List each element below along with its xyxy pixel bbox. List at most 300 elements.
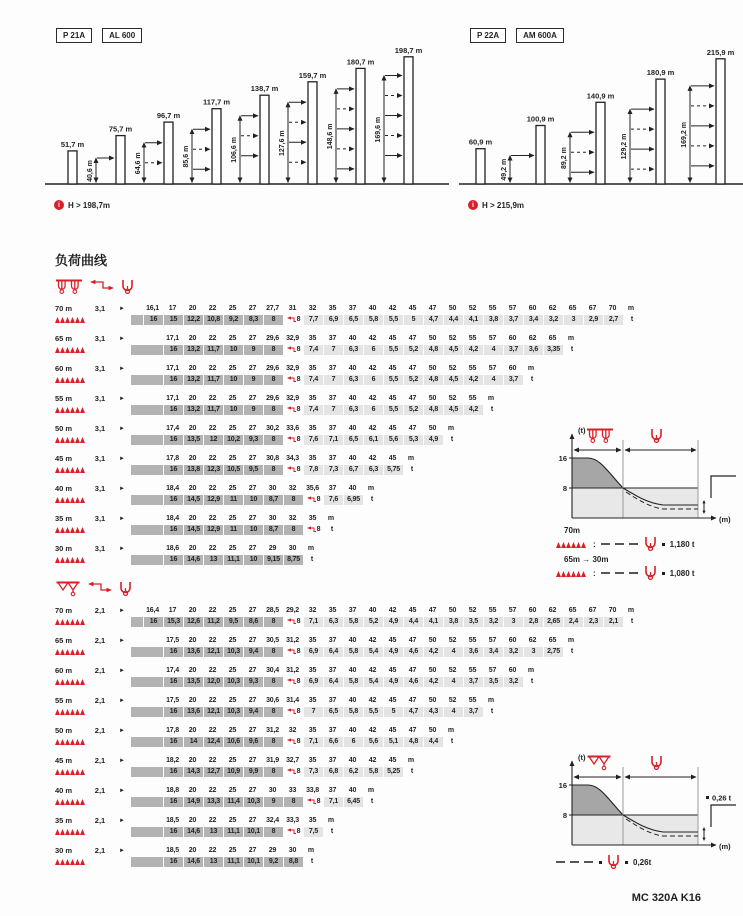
- row-jib-icon: [55, 496, 131, 503]
- radius-cell: 27: [248, 786, 257, 794]
- load-value: 8: [296, 707, 301, 715]
- svg-text:129,2 m: 129,2 m: [621, 133, 628, 160]
- radius-cell: 20: [188, 666, 197, 674]
- radius-cell: 18,5: [166, 816, 179, 824]
- load-cell: 8: [264, 315, 283, 325]
- load-unit-label: t: [310, 858, 314, 865]
- load-bar: [131, 797, 163, 807]
- radius-unit-label: m: [307, 545, 315, 552]
- load-cell: 2,3: [584, 617, 603, 627]
- radius-line: [55, 333, 743, 344]
- load-cell: 4,8: [424, 375, 443, 385]
- row-indent: [131, 696, 163, 706]
- load-cell: 7: [324, 345, 343, 355]
- load-cell: 10,3: [224, 647, 243, 657]
- load-bar: [131, 375, 163, 385]
- load-bar: [131, 617, 143, 627]
- legend-bullet: [662, 572, 665, 575]
- load-cell: 14,9: [184, 797, 203, 807]
- load-curve-svg: [548, 745, 743, 853]
- load-break-cell: [284, 767, 303, 777]
- load-bar: [131, 677, 163, 687]
- load-cell: 11,2: [204, 617, 223, 627]
- radius-cell: 40: [348, 394, 357, 402]
- legend-bullet: [662, 543, 665, 546]
- load-cell: 10,1: [244, 857, 263, 867]
- min-radius-label: 3,1: [94, 484, 106, 493]
- load-cell: 9,4: [244, 647, 263, 657]
- radius-cell: 50: [428, 394, 437, 402]
- load-bar: [131, 345, 163, 355]
- diagram-tags: [470, 28, 564, 43]
- radius-cell: 20: [188, 364, 197, 372]
- radius-cell: 25: [228, 364, 237, 372]
- radius-unit-label: m: [447, 727, 455, 734]
- radius-cell: 32: [308, 606, 317, 614]
- transfer-arrow-icon: [88, 581, 112, 594]
- radius-cell: 30: [268, 786, 277, 794]
- load-cell: 6,1: [364, 435, 383, 445]
- load-cell: 3,4: [524, 315, 543, 325]
- min-radius-label: 2,1: [94, 846, 106, 855]
- radius-cell: 40: [348, 364, 357, 372]
- load-cell: 8: [264, 677, 283, 687]
- radius-cell: 32: [288, 484, 297, 492]
- load-cell: 4,8: [404, 737, 423, 747]
- radius-cell: 31,4: [286, 696, 299, 704]
- load-break-cell: [284, 375, 303, 385]
- load-cell: 7,1: [324, 435, 343, 445]
- load-cell: 5,5: [384, 375, 403, 385]
- radius-cell: 22: [208, 514, 217, 522]
- boom-length-label: 30 m: [55, 544, 73, 553]
- row-jib-icon: [55, 798, 131, 805]
- load-break-arrow-icon: [287, 678, 296, 686]
- radius-cell: 20: [188, 424, 197, 432]
- radius-cell: 60: [528, 606, 537, 614]
- radius-cell: 52: [448, 636, 457, 644]
- trolley-hook-icon: [644, 565, 657, 581]
- load-cell: 3,2: [504, 677, 523, 687]
- zigzag-load-icon: [55, 648, 87, 655]
- caret-icon: ►: [119, 425, 125, 432]
- load-cell: 7: [324, 405, 343, 415]
- load-cell: 8: [284, 495, 303, 505]
- load-cell: 3,4: [484, 647, 503, 657]
- svg-text:8: 8: [562, 811, 567, 820]
- radius-cell: 40: [348, 334, 357, 342]
- row-jib-icon: [55, 828, 131, 835]
- row-indent: [131, 786, 163, 796]
- load-cell: 11,7: [204, 375, 223, 385]
- load-cell: 4,2: [424, 677, 443, 687]
- svg-text:159,7 m: 159,7 m: [298, 70, 327, 80]
- radius-cell: 45: [388, 666, 397, 674]
- load-cell: 9,15: [264, 555, 283, 565]
- min-radius-label: 2,1: [94, 636, 106, 645]
- radius-cell: 29,2: [286, 606, 299, 614]
- load-line: [55, 404, 743, 415]
- radius-unit-label: m: [567, 637, 575, 644]
- load-cell: 5,75: [384, 465, 403, 475]
- load-table-row: [55, 333, 743, 355]
- row-indent: [131, 394, 163, 404]
- radius-cell: 35: [308, 454, 317, 462]
- svg-text:16: 16: [558, 781, 567, 790]
- row-indent: [131, 484, 163, 494]
- radius-cell: 37: [328, 364, 337, 372]
- radius-cell: 57: [488, 364, 497, 372]
- radius-cell: 27: [248, 846, 257, 854]
- radius-line: [55, 605, 743, 616]
- radius-cell: 42: [368, 394, 377, 402]
- load-cell: 7,1: [304, 737, 323, 747]
- radius-cell: 31,9: [266, 756, 279, 764]
- radius-cell: 25: [228, 304, 237, 312]
- row-jib-icon: [55, 376, 131, 383]
- load-cell: 10: [224, 345, 243, 355]
- load-cell: 3: [504, 617, 523, 627]
- load-cell: 8: [264, 465, 283, 475]
- radius-cell: 22: [208, 394, 217, 402]
- boom-length-label: 70 m: [55, 304, 73, 313]
- zigzag-load-icon: [55, 768, 87, 775]
- svg-text:127,6 m: 127,6 m: [279, 130, 286, 157]
- dashed-curve-key: [601, 542, 639, 546]
- load-break-cell: [284, 405, 303, 415]
- load-unit-label: t: [450, 738, 454, 745]
- svg-text:100,9 m: 100,9 m: [526, 114, 555, 124]
- radius-cell: 17,5: [166, 636, 179, 644]
- radius-cell: 50: [428, 666, 437, 674]
- zigzag-load-icon: [55, 406, 87, 413]
- radius-cell: 42: [388, 304, 397, 312]
- radius-cell: 42: [368, 666, 377, 674]
- radius-cell: 45: [408, 304, 417, 312]
- radius-cell: 25: [228, 454, 237, 462]
- radius-cell: 17,8: [166, 454, 179, 462]
- load-break-arrow-icon: [287, 828, 296, 836]
- boom-length-label: 40 m: [55, 786, 73, 795]
- tower: [469, 138, 493, 184]
- radius-line: [55, 725, 743, 736]
- radius-cell: 50: [428, 424, 437, 432]
- radius-cell: 20: [188, 484, 197, 492]
- radius-cell: 33,6: [286, 424, 299, 432]
- row-indent: [131, 606, 143, 616]
- caret-icon: ►: [119, 847, 125, 854]
- load-break-arrow-icon: [287, 618, 296, 626]
- caret-icon: ►: [119, 365, 125, 372]
- radius-line: [55, 363, 743, 374]
- load-break-cell: [284, 465, 303, 475]
- load-cell: 6: [364, 375, 383, 385]
- boom-length-label: 50 m: [55, 726, 73, 735]
- load-cell: 6,5: [324, 707, 343, 717]
- load-cell: 16: [164, 375, 183, 385]
- load-cell: 6,2: [344, 767, 363, 777]
- boom-length-label: 35 m: [55, 816, 73, 825]
- load-unit-label: t: [630, 316, 634, 323]
- load-cell: 3,7: [464, 707, 483, 717]
- load-cell: 3,6: [464, 647, 483, 657]
- diagram-p21a: [44, 26, 450, 210]
- load-cell: 3,7: [504, 375, 523, 385]
- tower: [587, 91, 615, 184]
- radius-cell: 40: [348, 636, 357, 644]
- load-cell: 15: [164, 315, 183, 325]
- radius-cell: 35: [308, 424, 317, 432]
- radius-unit-label: m: [327, 817, 335, 824]
- load-break-cell: [284, 617, 303, 627]
- radius-cell: 55: [468, 636, 477, 644]
- radius-cell: 42: [368, 726, 377, 734]
- load-value: 8: [316, 495, 321, 503]
- load-unit-label: t: [410, 466, 414, 473]
- load-cell: 4,7: [424, 315, 443, 325]
- load-break-cell: [284, 315, 303, 325]
- load-break-cell: [284, 345, 303, 355]
- load-cell: 5,2: [404, 345, 423, 355]
- load-cell: 11: [224, 525, 243, 535]
- load-cell: 8: [264, 707, 283, 717]
- load-break-cell: [284, 435, 303, 445]
- svg-text:8: 8: [562, 484, 567, 493]
- radius-cell: 30,2: [266, 424, 279, 432]
- load-cell: 3: [524, 647, 543, 657]
- load-cell: 6: [364, 405, 383, 415]
- radius-cell: 17: [168, 304, 177, 312]
- section-title: 负荷曲线: [55, 253, 108, 268]
- radius-cell: 17,1: [166, 394, 179, 402]
- svg-text:117,7 m: 117,7 m: [202, 97, 231, 107]
- load-cell: 6,5: [344, 315, 363, 325]
- load-unit-label: t: [490, 708, 494, 715]
- radius-cell: 22: [208, 846, 217, 854]
- load-line: [55, 676, 743, 687]
- radius-cell: 50: [448, 606, 457, 614]
- boom-length-label: 60 m: [55, 666, 73, 675]
- load-cell: 8: [264, 767, 283, 777]
- transfer-arrow-icon: [90, 279, 114, 292]
- radius-cell: 37: [328, 334, 337, 342]
- radius-cell: 22: [208, 454, 217, 462]
- height-note: [54, 200, 450, 210]
- radius-cell: 55: [468, 666, 477, 674]
- radius-cell: 32,9: [286, 394, 299, 402]
- row-indent: [131, 816, 163, 826]
- load-cell: 8,7: [264, 525, 283, 535]
- radius-cell: 18,8: [166, 786, 179, 794]
- load-cell: 8,3: [244, 315, 263, 325]
- caret-icon: ►: [119, 727, 125, 734]
- load-cell: 9: [264, 797, 283, 807]
- load-cell: 8: [284, 525, 303, 535]
- radius-cell: 33: [288, 786, 297, 794]
- load-cell: 10: [244, 495, 263, 505]
- legend-row: [556, 536, 743, 552]
- radius-cell: 47: [428, 606, 437, 614]
- radius-cell: 30,6: [266, 696, 279, 704]
- row-jib-icon: [55, 406, 131, 413]
- load-cell: 12: [204, 435, 223, 445]
- load-bar: [131, 737, 163, 747]
- load-cell: 5,2: [404, 375, 423, 385]
- load-cell: 16: [164, 857, 183, 867]
- caret-icon: ►: [119, 485, 125, 492]
- radius-cell: 50: [428, 364, 437, 372]
- radius-cell: 37: [328, 636, 337, 644]
- load-cell: 10,3: [244, 797, 263, 807]
- radius-cell: 40: [348, 666, 357, 674]
- load-cell: 2,4: [564, 617, 583, 627]
- load-unit-label: t: [530, 376, 534, 383]
- radius-cell: 17,4: [166, 424, 179, 432]
- load-cell: 3,7: [504, 345, 523, 355]
- load-cell: 14,6: [184, 857, 203, 867]
- radius-cell: 40: [368, 304, 377, 312]
- caret-icon: ►: [119, 335, 125, 342]
- radius-cell: 32: [288, 726, 297, 734]
- load-unit-label: t: [310, 556, 314, 563]
- svg-text:96,7 m: 96,7 m: [156, 111, 181, 121]
- radius-cell: 20: [188, 726, 197, 734]
- svg-text:(t): (t): [578, 426, 586, 435]
- min-radius-label: 2,1: [94, 726, 106, 735]
- row-indent: [131, 514, 163, 524]
- load-cell: 4,9: [384, 617, 403, 627]
- load-cell: 7,4: [304, 405, 323, 415]
- load-cell: 5,25: [384, 767, 403, 777]
- load-cell: 5,5: [364, 707, 383, 717]
- load-curve-chart-2: [548, 745, 743, 873]
- load-cell: 6,4: [324, 647, 343, 657]
- load-cell: 8: [264, 737, 283, 747]
- radius-cell: 25: [228, 394, 237, 402]
- load-cell: 12,1: [204, 707, 223, 717]
- load-cell: 13,2: [184, 375, 203, 385]
- radius-cell: 16,1: [146, 304, 159, 312]
- load-bar: [131, 405, 163, 415]
- radius-cell: 52: [448, 364, 457, 372]
- load-cell: 2,75: [544, 647, 563, 657]
- radius-cell: 17,4: [166, 666, 179, 674]
- radius-cell: 62: [528, 334, 537, 342]
- radius-cell: 30: [268, 484, 277, 492]
- radius-cell: 30,8: [266, 454, 279, 462]
- load-cell: 5,2: [364, 617, 383, 627]
- load-cell: 11,1: [224, 827, 243, 837]
- jib-trolley-w-reeving-icon: [55, 581, 81, 597]
- radius-cell: 37: [328, 394, 337, 402]
- legend-bullet: [625, 861, 628, 864]
- load-cell: 3,7: [504, 315, 523, 325]
- radius-cell: 32,7: [286, 756, 299, 764]
- radius-cell: 20: [188, 606, 197, 614]
- zigzag-load-icon: [55, 738, 87, 745]
- load-value: 8: [296, 677, 301, 685]
- load-value: 8: [296, 375, 301, 383]
- load-cell: 6,3: [364, 465, 383, 475]
- load-break-cell: [284, 827, 303, 837]
- config-tag: AM 600A: [516, 28, 564, 43]
- radius-cell: 60: [508, 334, 517, 342]
- radius-cell: 55: [468, 696, 477, 704]
- radius-cell: 40: [348, 756, 357, 764]
- tower: [707, 48, 735, 184]
- load-cell: 3,6: [524, 345, 543, 355]
- row-jib-icon: [55, 466, 131, 473]
- load-cell: 3,5: [484, 677, 503, 687]
- row-jib-icon: [55, 738, 131, 745]
- load-cell: 11,7: [204, 405, 223, 415]
- caret-icon: ►: [119, 305, 125, 312]
- load-bar: [131, 315, 143, 325]
- radius-cell: 17,8: [166, 726, 179, 734]
- height-note-text: H > 198,7m: [68, 200, 111, 210]
- load-cell: 13: [204, 555, 223, 565]
- row-jib-icon: [55, 858, 131, 865]
- tower: [299, 71, 327, 184]
- svg-text:(m): (m): [719, 842, 731, 851]
- radius-cell: 29,6: [266, 394, 279, 402]
- radius-cell: 20: [188, 454, 197, 462]
- load-break-cell: [304, 495, 323, 505]
- load-value: 8: [316, 525, 321, 533]
- load-cell: 10,5: [224, 465, 243, 475]
- radius-cell: 18,4: [166, 484, 179, 492]
- radius-cell: 45: [388, 364, 397, 372]
- legend-value: 0,26t: [633, 857, 652, 867]
- load-cell: 9,2: [264, 857, 283, 867]
- radius-cell: 33,8: [306, 786, 319, 794]
- radius-cell: 31,2: [266, 726, 279, 734]
- radius-cell: 55: [488, 606, 497, 614]
- min-radius-label: 3,1: [94, 544, 106, 553]
- load-cell: 16: [144, 315, 163, 325]
- radius-unit-label: m: [407, 757, 415, 764]
- boom-length-label: 70 m: [55, 606, 73, 615]
- load-table-row: [55, 303, 743, 325]
- load-cell: 6: [364, 345, 383, 355]
- jib-trolley-multifall-icon: [55, 279, 83, 295]
- radius-cell: 22: [208, 424, 217, 432]
- radius-cell: 35: [308, 726, 317, 734]
- load-bar: [131, 525, 163, 535]
- radius-cell: 27: [248, 606, 257, 614]
- radius-cell: 42: [368, 696, 377, 704]
- zigzag-load-icon: [55, 316, 87, 323]
- svg-text:40,6 m: 40,6 m: [87, 160, 94, 182]
- load-cell: 12,2: [184, 315, 203, 325]
- row-indent: [131, 726, 163, 736]
- radius-cell: 30: [288, 846, 297, 854]
- load-cell: 4: [444, 647, 463, 657]
- jib-trolley-w-reeving-icon: [586, 755, 612, 771]
- radius-cell: 55: [468, 334, 477, 342]
- radius-cell: 22: [208, 666, 217, 674]
- radius-cell: 47: [408, 394, 417, 402]
- svg-text:60,9 m: 60,9 m: [468, 137, 493, 147]
- load-cell: 6,3: [344, 405, 363, 415]
- svg-text:198,7 m: 198,7 m: [394, 45, 423, 55]
- load-cell: 3,7: [464, 677, 483, 687]
- load-cell: 16: [144, 617, 163, 627]
- load-cell: 6,3: [324, 617, 343, 627]
- radius-cell: 35,6: [306, 484, 319, 492]
- load-cell: 8,6: [244, 617, 263, 627]
- load-cell: 5,1: [384, 737, 403, 747]
